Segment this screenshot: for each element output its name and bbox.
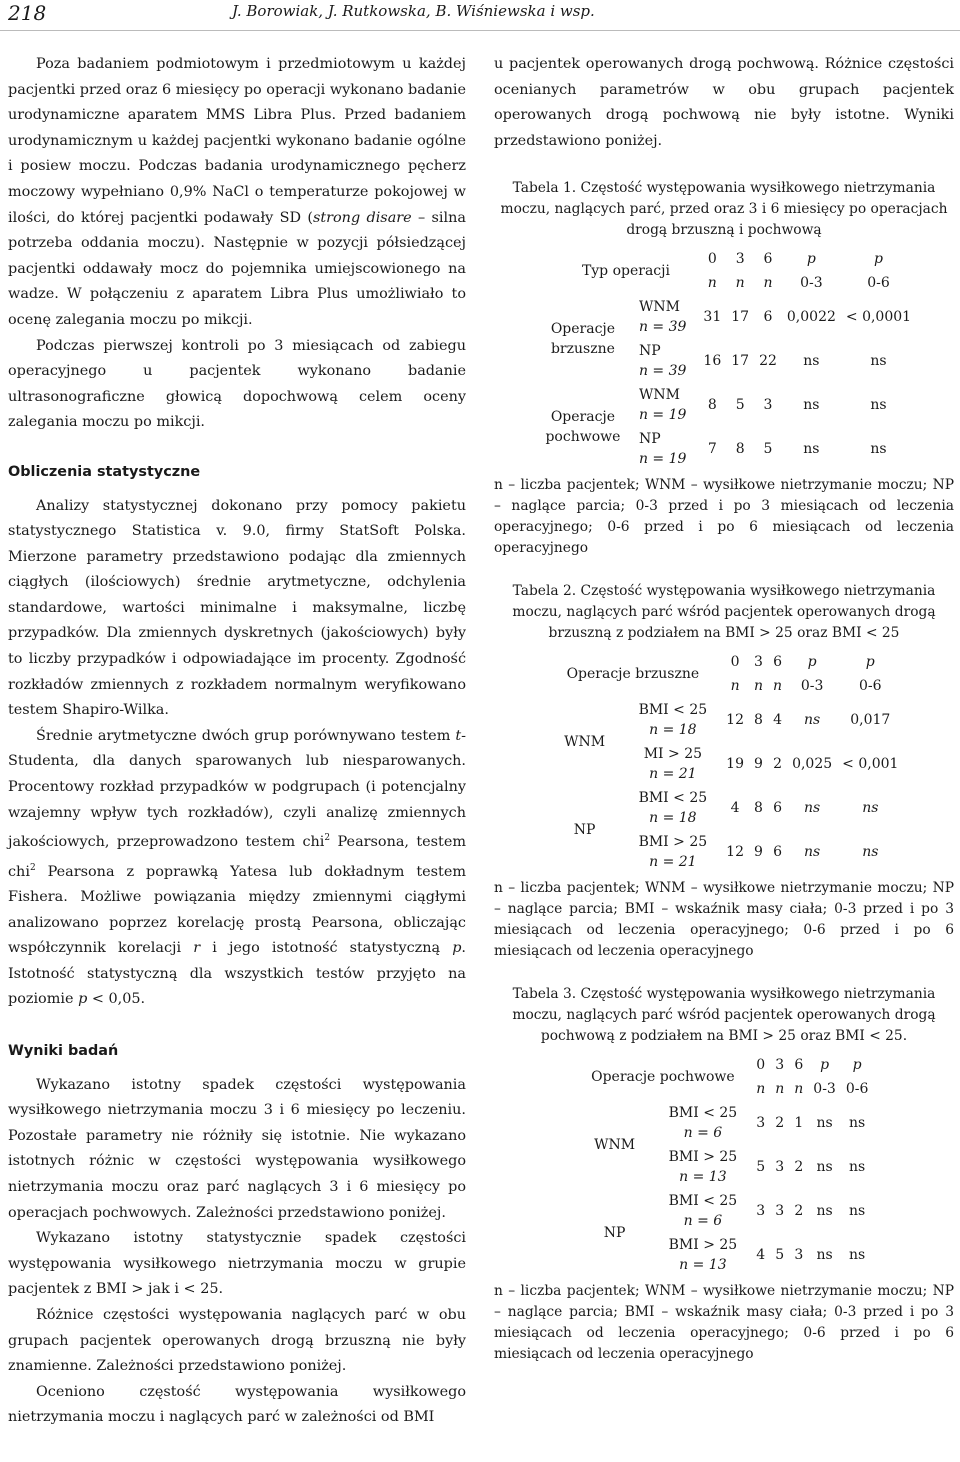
table-cell: ns [803,397,820,414]
table-1-row-label: NP n = 19 [638,431,687,468]
page-number: 218 [8,1,47,25]
table-cell: 0,017 [850,712,891,729]
table-1-col-sub: 0-6 [867,275,890,292]
table-cell: ns [870,397,887,414]
table-1-col-head: p [806,251,816,268]
running-authors: J. Borowiak, J. Rutkowska, B. Wiśniewska i wsp. [232,2,595,20]
paragraph-statistics-package: Analizy statystycznej dokonano przy pomocy pakietu statystycznego Statistica v. 9.0, firmy StatSoft Polska. Mierzone parametry przedstawiono podając dla zmiennych ciągłych (ilościowych) średnie arytmetyczne, odchylenia standardowe, wartości minimalne i maksymalne, liczbę przypadków. Dla zmiennych dyskretnych (jakościowych) były to liczby przypadków i odpowiadające im procenty. Zgodność rozkładów zmiennych z rozkładem normalnym weryfikowano testem Shapiro-Wilka. [8,497,466,719]
table-2-col-head: 3 [754,654,763,671]
table-1-col-sub: n [763,275,773,292]
table-cell: 6 [773,800,782,817]
table-2-col-head: 0 [730,654,740,671]
page-header [0,0,960,31]
table-1-note: n – liczba pacjentek; WNM – wysiłkowe nietrzymanie moczu; NP – naglące parcia; 0-3 przed i po 3 miesiącach od leczenia operacyjnego; 0-6 przed i po 6 miesiącach od leczenia operacyjnego [494,477,954,557]
table-cell: < 0,0001 [845,309,912,326]
table-2-col-sub: n [773,678,783,695]
table-cell: ns [849,1115,866,1132]
paragraph-results-2: Wykazano istotny statystycznie spadek częstości występowania wysiłkowego nietrzymania moczu w grupie pacjentek z BMI > jak i < 25. [8,1230,466,1298]
table-2-row-label: MI > 25 n = 21 [643,746,703,783]
table-3-col-head: 6 [794,1057,804,1074]
table-2-col-head: 6 [773,654,782,671]
table-3-col-sub: n [775,1081,785,1098]
table-1-group-label: Operacje pochwowe [545,409,621,446]
table-2-col-sub: 0-6 [859,678,882,695]
table-row [532,295,916,339]
table-cell: 7 [707,441,717,458]
table-3 [575,1053,874,1277]
table-row [575,1189,874,1233]
table-row [532,383,916,427]
table-3-col-head: 0 [756,1057,766,1074]
table-1-col-sub: n [707,275,717,292]
table-3-col-head: p [820,1057,830,1074]
table-cell: 9 [754,844,763,861]
table-3-group-label: WNM [594,1137,636,1154]
table-cell: 2 [794,1203,804,1220]
table-2-col-sub: n [730,678,740,695]
table-cell: 16 [703,353,722,370]
table-cell: < 0,001 [842,756,899,773]
table-cell: 0,0022 [786,309,836,326]
table-1-group-label: Operacje brzuszne [550,321,616,358]
right-column [494,52,954,1365]
left-column [8,52,466,1431]
table-cell: 3 [763,397,773,414]
table-1-col-head: 3 [735,251,745,268]
table-cell: ns [870,353,887,370]
table-cell: 3 [756,1203,766,1220]
table-1-row-label: WNM n = 39 [638,299,687,336]
heading-statistics: Obliczenia statystyczne [8,463,201,480]
table-cell: ns [803,353,820,370]
table-cell: 3 [756,1115,766,1132]
table-3-row-label: BMI > 25 n = 13 [668,1237,738,1274]
table-3-col-sub: 0-6 [845,1081,869,1098]
table-cell: 3 [775,1159,785,1176]
table-row [575,1101,874,1145]
table-cell: 6 [773,844,782,861]
table-1-caption: Tabela 1. Częstość występowania wysiłkowego nietrzymania moczu, naglących parć, przed oraz 3 i 6 miesięcy po operacjach drogą brzuszną i pochwową [500,180,948,239]
table-3-row-label: BMI < 25 n = 6 [668,1105,738,1142]
heading-results: Wyniki badań [8,1042,119,1059]
table-cell: 2 [794,1159,804,1176]
table-2-group-label: NP [573,822,596,839]
table-cell: 31 [703,309,722,326]
table-2-row-label: BMI < 25 n = 18 [638,702,708,739]
table-cell: ns [816,1115,833,1132]
table-cell: ns [804,844,821,861]
table-2-col-sub: n [754,678,764,695]
table-2-col-head: p [865,654,875,671]
table-cell: ns [816,1203,833,1220]
table-3-col-sub: n [756,1081,766,1098]
table-cell: ns [803,441,820,458]
table-1-col-head: 6 [763,251,773,268]
paragraph-statistical-tests: Średnie arytmetyczne dwóch grup porównywano testem t-Studenta, dla danych sparowanych lub niesparowanych. Procentowy rozkład przypadków w podgrupach (i potencjalny wzajemny wpływ tych rozkładów), czyli analizę zmiennych jakościowych, przeprowadzono testem chi$^2$ Pearsona, testem chi$^2$ Pearsona z poprawką Yatesa lub dokładnym testem Fishera. Możliwe powiązania między zmiennymi ciągłymi analizowano poprzez korelację prostą Pearsona, obliczając współczynnik korelacji r i jego istotność statystyczną p. Istotność statystyczną dla wszystkich testów przyjęto na poziomie p < 0,05. [8,727,466,1008]
table-cell: 5 [775,1247,785,1264]
table-cell: 3 [794,1247,804,1264]
table-1-col-head: p [873,251,883,268]
table-row [545,786,904,830]
table-2-row-label: BMI < 25 n = 18 [638,790,708,827]
table-1-col-head: 0 [707,251,717,268]
table-cell: 8 [707,397,717,414]
table-1 [532,247,916,471]
table-2 [545,650,904,874]
table-cell: 17 [731,353,750,370]
table-2-row-label: BMI > 25 n = 21 [638,834,708,871]
table-2-caption: Tabela 2. Częstość występowania wysiłkowego nietrzymania moczu, naglących parć wśród pacjentek operowanych drogą brzuszną z podziałem na BMI > 25 oraz BMI < 25 [512,583,936,642]
table-3-col-sub: 0-3 [813,1081,836,1098]
paragraph-continuation: u pacjentek operowanych drogą pochwową. Różnice częstości ocenianych parametrów w obu grupach pacjentek operowanych drogą pochwową nie były istotne. Wyniki przedstawiono poniżej. [494,56,954,149]
table-3-corner: Operacje pochwowe [591,1069,735,1086]
table-cell: 1 [794,1115,804,1132]
table-cell: 9 [754,756,763,773]
table-cell: 19 [726,756,744,773]
table-cell: ns [870,441,887,458]
table-1-row-label: WNM n = 19 [638,387,687,424]
table-3-row-label: BMI > 25 n = 13 [668,1149,738,1186]
table-cell: 2 [775,1115,785,1132]
table-cell: 8 [735,441,745,458]
table-cell: ns [862,844,879,861]
table-cell: ns [804,712,821,729]
table-cell: ns [816,1159,833,1176]
table-cell: 4 [773,712,782,729]
table-1-type-header: Typ operacji [581,263,670,280]
table-cell: ns [849,1203,866,1220]
table-2-col-head: p [807,654,817,671]
table-3-col-head: 3 [775,1057,785,1074]
table-1-row-label: NP n = 39 [638,343,687,380]
table-cell: 0,025 [792,756,833,773]
table-3-note: n – liczba pacjentek; WNM – wysiłkowe nietrzymanie moczu; NP – naglące parcia; BMI – wskaźnik masy ciała; 0-3 przed i po 3 miesiącach od leczenia operacyjnego; 0-6 przed i po 6 miesiącach od leczenia operacyjnego [494,1283,954,1363]
table-row [545,698,904,742]
paragraph-results-1: Wykazano istotny spadek częstości występowania wysiłkowego nietrzymania moczu 3 i 6 miesięcy po leczeniu. Pozostałe parametry nie różniły się istotnie. Nie wykazano istotnych różnic w częstości występowania wysiłkowego nietrzymania moczu oraz parć naglących 3 i 6 miesięcy po operacjach pochwowych. Zależności przedstawiono poniżej. [8,1076,466,1221]
table-cell: 22 [759,353,777,370]
table-cell: 2 [773,756,782,773]
table-3-col-sub: n [794,1081,804,1098]
table-cell: 5 [756,1159,766,1176]
table-cell: ns [862,800,879,817]
table-cell: 17 [731,309,750,326]
table-2-corner: Operacje brzuszne [566,666,700,683]
table-cell: ns [816,1247,833,1264]
table-cell: 8 [754,712,763,729]
table-3-col-head: p [852,1057,862,1074]
table-cell: 12 [726,844,744,861]
table-cell: 3 [775,1203,785,1220]
table-cell: 4 [730,800,740,817]
emphasis-strong-disare: strong disare [312,209,412,226]
paragraph-results-4: Oceniono częstość występowania wysiłkowego nietrzymania moczu i naglących parć w zależności od BMI [8,1383,466,1426]
table-cell: 6 [763,309,773,326]
table-cell: 8 [754,800,763,817]
table-1-col-sub: 0-3 [800,275,823,292]
table-cell: 12 [726,712,744,729]
paragraph-ultrasound-control: Podczas pierwszej kontroli po 3 miesiącach od zabiegu operacyjnego u pacjentek wykonano badanie ultrasonograficzne głowicą dopochwową celem oceny zalegania moczu po mikcji. [8,337,466,431]
table-cell: 5 [763,441,773,458]
table-1-col-sub: n [735,275,745,292]
table-3-group-label: NP [603,1225,626,1242]
table-cell: ns [849,1159,866,1176]
table-cell: 4 [756,1247,766,1264]
table-3-row-label: BMI < 25 n = 6 [668,1193,738,1230]
table-2-col-sub: 0-3 [800,678,824,695]
table-cell: ns [804,800,821,817]
paragraph-methods-urodynamics: Poza badaniem podmiotowym i przedmiotowym u każdej pacjentki przed oraz 6 miesięcy po operacji wykonano badanie urodynamiczne aparatem MMS Libra Plus. Przed badaniem urodynamicznym u każdej pacjentki wykonano badanie ogólne i posiew moczu. Podczas badania urodynamicznego pęcherz moczowy wypełniano 0,9% NaCl o temperaturze pokojowej w ilości, do której pacjentki podawały SD (strong disare – silna potrzeba oddania moczu). Następnie w pozycji półsiedzącej pacjentki oddawały mocz do pojemnika umiejscowionego na wadze. W połączeniu z aparatem Libra Plus umożliwiało to ocenę zalegania moczu po mikcji. [8,56,466,328]
table-2-note: n – liczba pacjentek; WNM – wysiłkowe nietrzymanie moczu; NP – naglące parcia; BMI – wskaźnik masy ciała; 0-3 przed i po 3 miesiącach od leczenia operacyjnego; 0-6 przed i po 6 miesiącach od leczenia operacyjnego [494,880,954,960]
table-cell: 5 [735,397,745,414]
table-2-group-label: WNM [564,734,606,751]
paragraph-results-3: Różnice częstości występowania naglących parć w obu grupach pacjentek operowanych drogą brzuszną nie były znamienne. Zależności przedstawiono poniżej. [8,1306,466,1375]
table-cell: ns [849,1247,866,1264]
table-3-caption: Tabela 3. Częstość występowania wysiłkowego nietrzymania moczu, naglących parć wśród pacjentek operowanych drogą pochwową z podziałem na BMI > 25 oraz BMI < 25. [512,986,936,1045]
